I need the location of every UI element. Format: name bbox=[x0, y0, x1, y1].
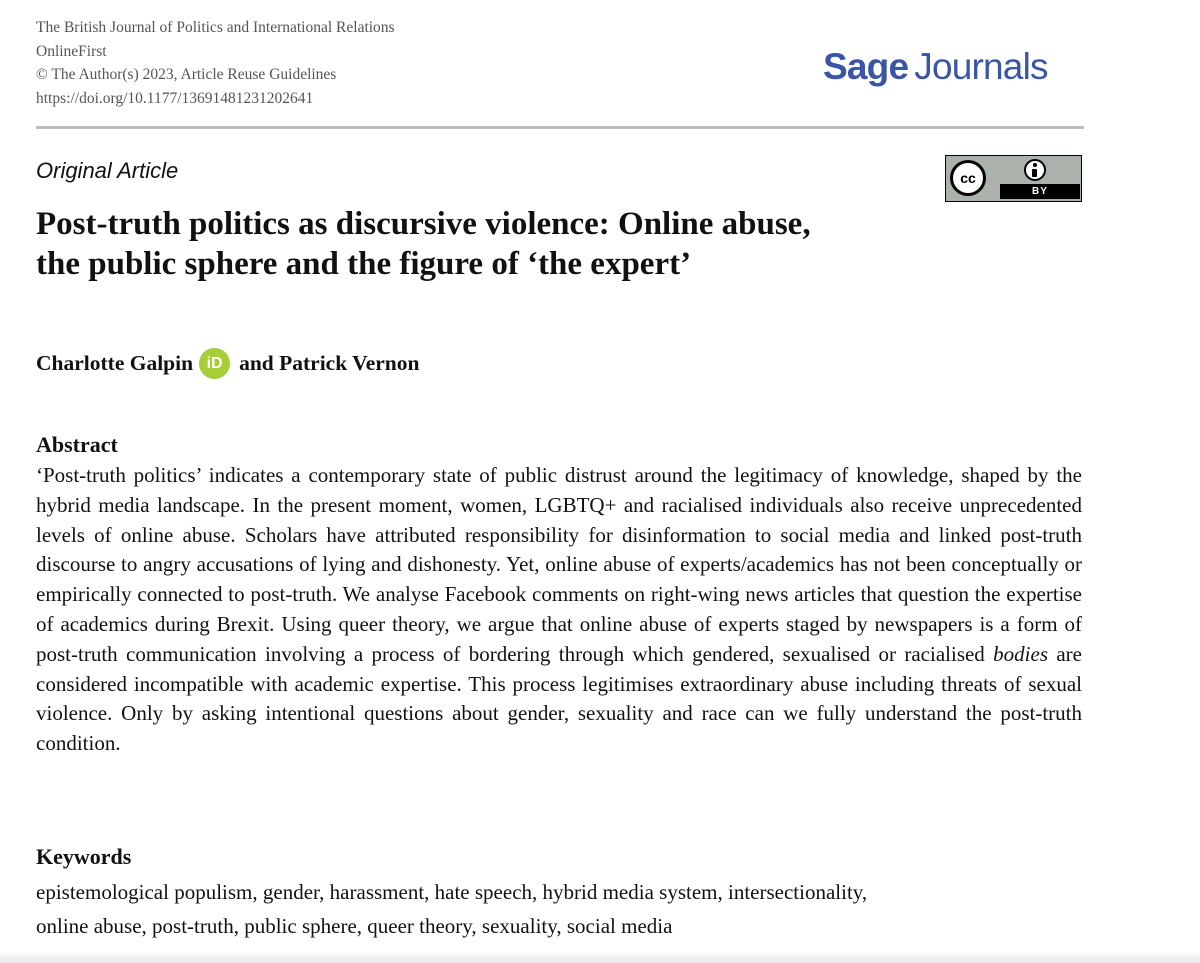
keywords-line-1: epistemological populism, gender, harassment, hate speech, hybrid media system, intersectionality, bbox=[36, 880, 868, 904]
author-name[interactable]: Charlotte Galpin bbox=[36, 351, 194, 375]
abstract-text bbox=[36, 461, 1082, 759]
sage-journals-logo[interactable] bbox=[823, 45, 1048, 89]
journal-name: The British Journal of Politics and International Relations bbox=[36, 19, 395, 36]
keywords-list bbox=[36, 875, 1082, 943]
cc-by-license-icon[interactable] bbox=[945, 155, 1082, 202]
title-line-1: Post-truth politics as discursive violence: Online abuse, bbox=[36, 206, 811, 242]
article-type-label: Original Article bbox=[36, 158, 179, 183]
logo-part-journals: Journals bbox=[914, 46, 1048, 87]
orcid-icon[interactable]: iD bbox=[199, 348, 230, 379]
keywords-line-2: online abuse, post-truth, public sphere, queer theory, sexuality, social media bbox=[36, 914, 673, 938]
creative-commons-icon: cc bbox=[950, 160, 986, 196]
attribution-person-icon bbox=[1024, 159, 1046, 181]
journal-masthead bbox=[36, 16, 395, 110]
author-list bbox=[36, 348, 419, 379]
article-title bbox=[36, 204, 1036, 284]
page-bottom-shadow bbox=[0, 951, 1200, 963]
header-divider bbox=[36, 126, 1084, 129]
title-line-2: the public sphere and the figure of ‘the expert’ bbox=[36, 246, 692, 282]
keywords-heading: Keywords bbox=[36, 844, 132, 869]
abstract-text-part-end: are considered incompatible with academic expertise. This process legitimises extraordinary abuse including threats of sexual violence. Only by asking intentional questions about gender, sexuality and race can we fully understand the post-truth condition. bbox=[36, 641, 1082, 756]
publication-status: OnlineFirst bbox=[36, 42, 107, 60]
logo-part-sage: Sage bbox=[823, 46, 909, 87]
copyright-line[interactable]: © The Author(s) 2023, Article Reuse Guidelines bbox=[36, 66, 337, 83]
abstract-heading: Abstract bbox=[36, 432, 118, 457]
abstract-emphasis: bodies bbox=[993, 641, 1048, 666]
abstract-text-part: ‘Post-truth politics’ indicates a contemporary state of public distrust around the legitimacy of knowledge, shaped by the hybrid media landscape. In the present moment, women, LGBTQ+ and racialised individuals also receive unprecedented levels of online abuse. Scholars have attributed responsibility for disinformation to social media and linked post-truth discourse to angry accusations of lying and dishonesty. Yet, online abuse of experts/academics has not been conceptually or empirically connected to post-truth. We analyse Facebook comments on right-wing news articles that question the expertise of academics during Brexit. Using queer theory, we argue that online abuse of experts staged by newspapers is a form of post-truth communication involving a process of bordering through which gendered, sexualised or racialised bbox=[36, 463, 1082, 666]
doi-link[interactable]: https://doi.org/10.1177/13691481231202641 bbox=[36, 89, 314, 107]
author-name-second[interactable]: and Patrick Vernon bbox=[239, 351, 420, 375]
license-by-label: BY bbox=[1000, 184, 1080, 199]
